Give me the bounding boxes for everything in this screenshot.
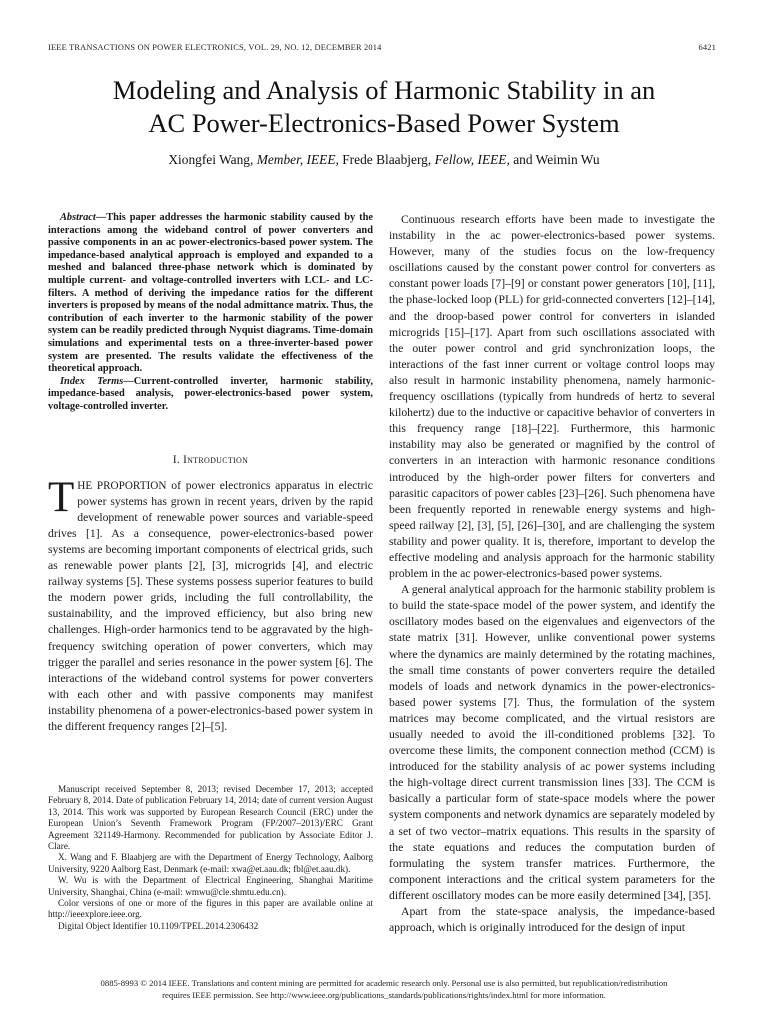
right-column	[389, 212, 715, 936]
author-3: and Weimin Wu	[513, 152, 600, 167]
copyright-footer	[30, 977, 738, 1001]
abstract-text: —This paper addresses the harmonic stability caused by the interactions among the wideband control of power converters and passive components in an ac power-electronics-based power system. The impedance-based analytical approach is employed and expanded to a meshed and balanced three-phase network which is dominated by multiple current- and voltage-controlled inverters with LCL- and LC-filters. A method of deriving the impedance ratios for the different inverters is proposed by means of the nodal admittance matrix. Thus, the contribution of each inverter to the harmonic stability of the power system can be readily predicted through Nyquist diagrams. Time-domain simulations and experimental tests on a three-inverter-based power system are presented. The results validate the effectiveness of the theoretical approach.	[48, 212, 373, 375]
running-head	[48, 43, 716, 52]
footnotes	[48, 784, 373, 932]
body-paragraph: Apart from the state-space analysis, the impedance-based approach, which is originally introduced for the design of input	[389, 905, 715, 935]
paper-title	[30, 74, 738, 140]
left-column	[48, 212, 373, 735]
section-number: I.	[172, 453, 180, 466]
footer-line-2: requires IEEE permission. See http://www.ieee.org/publications_standards/publications/rights/index.html for more information.	[162, 990, 606, 1000]
author-list	[30, 152, 738, 168]
author-1-role: Member, IEEE,	[256, 152, 339, 167]
author-2-name: Frede Blaabjerg,	[342, 152, 432, 167]
author-1-name: Xiongfei Wang,	[168, 152, 254, 167]
intro-lead-in: HE PROPORTION	[77, 479, 167, 492]
journal-citation: IEEE TRANSACTIONS ON POWER ELECTRONICS, VOL. 29, NO. 12, DECEMBER 2014	[48, 43, 382, 52]
body-paragraph: A general analytical approach for the harmonic stability problem is to build the state-space model of the power system, and identify the oscillatory modes based on the eigenvalues and eigenvectors of the state matrix [31]. However, unlike conventional power systems where the dynamics are mainly determined by the rotating machines, the small time constants of power converters require the detailed models of loads and network dynamics in the power-electronics-based power systems [7]. Thus, the formulation of the system matrices may become complicated, and the virtual resistors are usually needed to avoid the ill-conditioned problems [32]. To overcome these limits, the component connection method (CCM) is introduced for the stability analysis of ac power systems including the high-voltage direct current transmission lines [33]. The CCM is basically a particular form of state-space models where the power system components and network dynamics are separately modeled by a set of two vector–matrix equations. This results in the sparsity of the state equations and reduces the computation burden of formulating the system transfer matrices. Furthermore, the component interactions and the critical system parameters for the different oscillatory modes can be more easily determined [34], [35].	[389, 583, 715, 902]
abstract	[48, 212, 373, 376]
footer-line-1: 0885-8993 © 2014 IEEE. Translations and content mining are permitted for academic research only. Personal use is also permitted, but republication/redistribution	[100, 978, 668, 988]
intro-text: of power electronics apparatus in electric power systems has grown in recent years, driven by the rapid development of renewable power sources and variable-speed drives [1]. As a consequence, power-electronics-based power systems are becoming important components of electrical grids, such as renewable power plants [2], [3], microgrids [4], and electric railway systems [5]. These systems possess superior features to build the modern power grids, including the full controllability, the sustainability, and the improved efficiency, but also bring new challenges. High-order harmonics tend to be aggravated by the high-frequency switching operation of power converters, which may trigger the parallel and series resonance in the power system [6]. The interactions of the wideband control systems for power converters with each other and with passive components may manifest instability phenomena of a power-electronics-based power system in the different frequency ranges [2]–[5].	[48, 478, 373, 733]
section-heading-introduction	[48, 452, 373, 468]
footnote-doi: Digital Object Identifier 10.1109/TPEL.2014.2306432	[58, 920, 259, 931]
title-line-2: AC Power-Electronics-Based Power System	[148, 108, 620, 138]
footnote-manuscript: Manuscript received September 8, 2013; revised December 17, 2013; accepted February 8, 2014. Date of publication February 14, 2014; date of current version August 13, 2014. This work was supported by European Research Council (ERC) under the European Union’s Seventh Framework Program (FP/2007–2013)/ERC Grant Agreement 321149-Harmony. Recommended for publication by Associate Editor J. Clare.	[48, 784, 373, 852]
intro-paragraph	[48, 473, 373, 736]
index-terms	[48, 376, 373, 414]
drop-cap: T	[48, 473, 75, 521]
footnote-affiliation-2: W. Wu is with the Department of Electrical Engineering, Shanghai Maritime University, Shanghai, China (e-mail: wmwu@cle.shmtu.edu.cn).	[48, 875, 373, 897]
title-line-1: Modeling and Analysis of Harmonic Stability in an	[112, 75, 656, 105]
section-title: Introduction	[183, 453, 249, 466]
footnote-color-versions: Color versions of one or more of the figures in this paper are available online at http://ieeexplore.ieee.org.	[48, 898, 373, 920]
index-terms-label: Index Terms	[60, 375, 124, 387]
body-paragraph: Continuous research efforts have been made to investigate the instability in the ac power-electronics-based power systems. However, many of the studies focus on the low-frequency oscillations caused by the constant power control for converters as constant power loads [7]–[9] or constant power generators [10], [11], the phase-locked loop (PLL) for grid-connected converters [12]–[14], and the droop-based power control for converters in islanded microgrids [15]–[17]. Apart from such oscillations associated with the outer power control and grid synchronization loops, the interactions of the fast inner current or voltage control loops may also result in harmonic instability phenomena, namely harmonic-frequency oscillations (typically from hundreds of hertz to several kilohertz) due to the inductive or capacitive behavior of converters in this frequency range [18]–[22]. Furthermore, this harmonic instability may also be generated or magnified by the control of converters in an interaction with harmonic resonance conditions introduced by the high-order power filters for converters and parasitic capacitors of power cables [23]–[26]. Such phenomena have been frequently reported in renewable energy systems and high-speed railway [2], [3], [5], [26]–[30], and are challenging the system stability and power quality. It is, therefore, important to develop the effective modeling and analysis approach for the harmonic stability problem in the ac power-electronics-based power systems.	[389, 213, 715, 581]
index-terms-text: —Current-controlled inverter, harmonic stability, impedance-based analysis, power-electronics-based power system, voltage-controlled inverter.	[48, 375, 373, 412]
page-number: 6421	[698, 43, 716, 52]
abstract-label: Abstract	[60, 212, 96, 223]
author-2-role: Fellow, IEEE,	[434, 152, 510, 167]
footnote-affiliation-1: X. Wang and F. Blaabjerg are with the Department of Energy Technology, Aalborg University, 9220 Aalborg East, Denmark (e-mail: xwa@et.aau.dk; fbl@et.aau.dk).	[48, 852, 373, 874]
